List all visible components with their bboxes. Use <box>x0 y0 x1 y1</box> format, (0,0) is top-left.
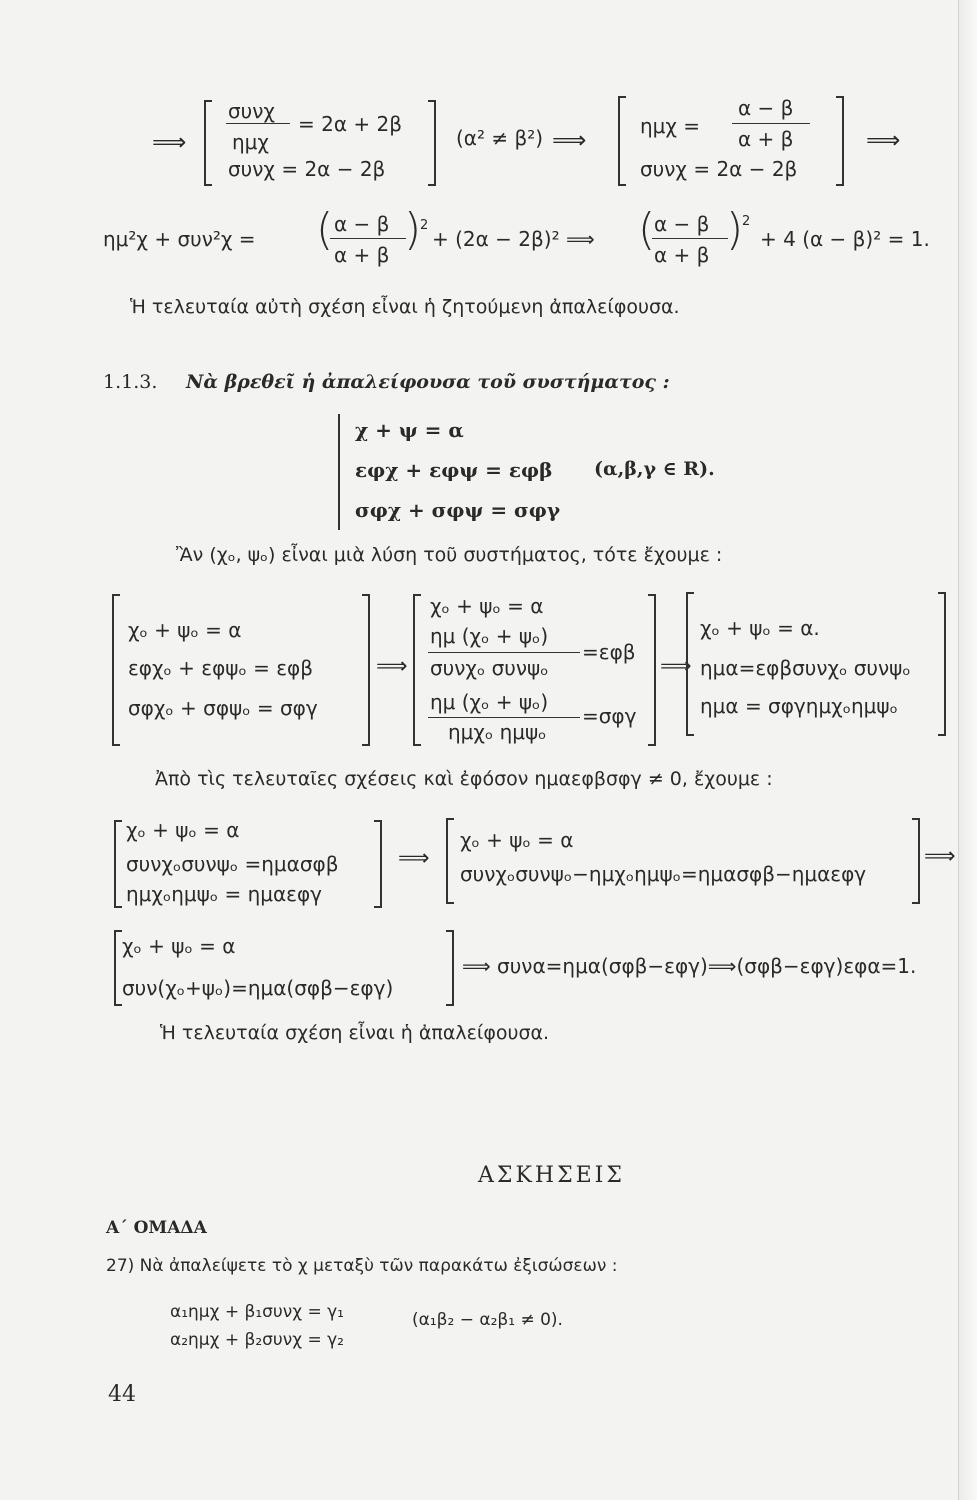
exponent: 2 <box>420 218 429 233</box>
equation-line: χₒ + ψₒ = α <box>460 828 574 852</box>
equation-tail: + 4 (α − β)² = 1. <box>760 227 930 251</box>
paragraph: Ἡ τελευταία αὐτὴ σχέση εἶναι ἡ ζητούμενη ἀπαλείφουσα. <box>130 296 680 318</box>
fraction-line <box>652 238 728 239</box>
equation-line: ημχₒημψₒ = ημαεφγ <box>126 882 322 906</box>
implies-arrow: ⟹ <box>660 654 692 679</box>
implies-arrow: ⟹ <box>398 846 430 871</box>
equation-line: χₒ + ψₒ = α <box>122 934 236 958</box>
equation-line: α₁ημχ + β₁συνχ = γ₁ <box>170 1302 345 1322</box>
equation-lhs: ημ²χ + συν²χ = <box>103 227 256 251</box>
right-brace <box>836 96 844 186</box>
left-bracket <box>413 594 421 746</box>
system-condition: (α,β,γ ∈ R). <box>594 458 715 480</box>
paragraph: Ἂν (χₒ, ψₒ) εἶναι μιὰ λύση τοῦ συστήματος, τότε ἔχουμε : <box>176 544 723 566</box>
fraction-denominator: ημχ <box>232 130 269 154</box>
equation-line: συν(χₒ+ψₒ)=ημα(σφβ−εφγ) <box>122 976 394 1000</box>
paragraph: Ἡ τελευταία σχέση εἶναι ἡ ἀπαλείφουσα. <box>160 1022 550 1044</box>
exercise-statement: 27) Νὰ ἀπαλείψετε τὸ χ μεταξὺ τῶν παρακάτω ἐξισώσεων : <box>106 1256 618 1276</box>
system-equation: χ + ψ = α <box>355 418 464 442</box>
group-heading: Α΄ ΟΜΑΔΑ <box>106 1218 207 1238</box>
condition: (α₁β₂ − α₂β₁ ≠ 0). <box>412 1310 563 1330</box>
left-bracket <box>112 594 120 746</box>
left-bracket <box>686 592 694 736</box>
paragraph: Ἀπὸ τὶς τελευταῖες σχέσεις καὶ ἐφόσον ημαεφβσφγ ≠ 0, ἔχουμε : <box>155 768 773 790</box>
implies-arrow: ⟹ <box>376 654 408 679</box>
implies-arrow: ⟹ <box>924 844 956 869</box>
equation-line: συνχₒσυνψₒ−ημχₒημψₒ=ημασφβ−ημαεφγ <box>460 862 867 886</box>
implies-arrow: ⟹ <box>552 126 587 154</box>
page-number: 44 <box>108 1382 136 1407</box>
fraction-line <box>732 123 810 124</box>
left-brace <box>204 100 212 186</box>
equation-line: συνχₒσυνψₒ =ημασφβ <box>126 852 339 876</box>
fraction-numerator: α − β <box>334 212 390 236</box>
equation-line: ημα = σφγημχₒημψₒ <box>700 694 898 718</box>
right-bracket <box>362 594 370 746</box>
fraction-denominator: συνχₒ συνψₒ <box>430 656 549 680</box>
implies-arrow: ⟹ <box>866 126 901 154</box>
equation-line: χₒ + ψₒ = α <box>128 618 242 642</box>
equation-result: ⟹ συνα=ημα(σφβ−εφγ)⟹(σφβ−εφγ)εφα=1. <box>462 954 917 978</box>
equation-rhs: = 2α + 2β <box>298 112 402 136</box>
right-bracket <box>938 592 946 736</box>
exponent: 2 <box>742 214 751 229</box>
section-title: Νὰ βρεθεῖ ἡ ἀπαλείφουσα τοῦ συστήματος : <box>186 371 670 393</box>
fraction-numerator: ημ (χₒ + ψₒ) <box>430 624 549 648</box>
left-paren: ( <box>638 204 656 255</box>
equation-line: σφχₒ + σφψₒ = σφγ <box>128 696 318 720</box>
right-paren: ) <box>726 204 744 255</box>
fraction-denominator: α + β <box>334 243 390 267</box>
equation-line: συνχ = 2α − 2β <box>228 157 386 181</box>
system-equation: εφχ + εφψ = εφβ <box>355 458 553 482</box>
system-equation: σφχ + σφψ = σφγ <box>355 498 561 522</box>
equation-mid: + (2α − 2β)² ⟹ <box>432 227 595 251</box>
equation-lhs: ημχ = <box>640 114 701 138</box>
equation-line: χₒ + ψₒ = α. <box>700 616 820 640</box>
right-brace <box>428 100 436 186</box>
equation-line: α₂ημχ + β₂συνχ = γ₂ <box>170 1330 345 1350</box>
equation-line: συνχ = 2α − 2β <box>640 157 798 181</box>
equation-line: ημα=εφβσυνχₒ συνψₒ <box>700 656 911 680</box>
left-bracket <box>114 930 122 1006</box>
fraction-line <box>330 238 406 239</box>
fraction-line <box>428 717 580 718</box>
right-bracket <box>912 818 920 904</box>
equation-rhs: =σφγ <box>582 704 637 728</box>
condition: (α² ≠ β²) <box>456 126 544 150</box>
system-brace <box>338 414 340 530</box>
section-number: 1.1.3. <box>103 371 158 393</box>
equation-rhs: =εφβ <box>582 640 636 664</box>
fraction-line <box>226 123 290 124</box>
implies-arrow: ⟹ <box>152 128 187 156</box>
right-bracket <box>374 820 382 908</box>
equation-line: χₒ + ψₒ = α <box>430 594 544 618</box>
fraction-denominator: ημχₒ ημψₒ <box>448 720 547 744</box>
left-paren: ( <box>316 204 334 255</box>
right-bracket <box>648 594 656 746</box>
exercises-heading: ΑΣΚΗΣΕΙΣ <box>478 1163 625 1188</box>
right-paren: ) <box>404 204 422 255</box>
equation-line: χₒ + ψₒ = α <box>126 818 240 842</box>
page-edge <box>958 0 977 1500</box>
fraction-denominator: α + β <box>654 243 710 267</box>
left-brace <box>618 96 626 186</box>
right-bracket <box>446 930 454 1006</box>
fraction-line <box>428 652 580 653</box>
fraction-numerator: α − β <box>738 96 794 120</box>
equation-line: εφχₒ + εφψₒ = εφβ <box>128 656 314 680</box>
fraction-numerator: α − β <box>654 212 710 236</box>
left-bracket <box>114 820 122 908</box>
fraction-denominator: α + β <box>738 127 794 151</box>
left-bracket <box>446 818 454 904</box>
fraction-numerator: συνχ <box>228 99 275 123</box>
fraction-numerator: ημ (χₒ + ψₒ) <box>430 690 549 714</box>
